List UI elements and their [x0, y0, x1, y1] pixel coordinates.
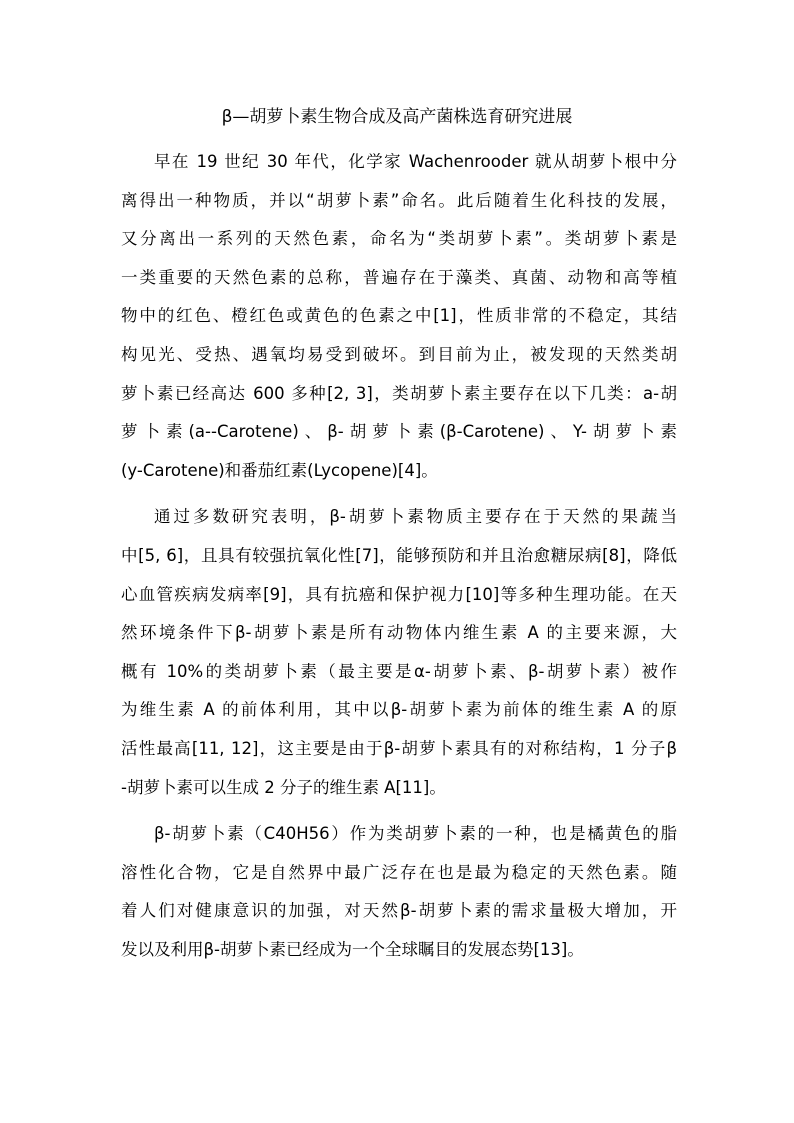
text-line: 萝卜素(a--Carotene)、β-胡萝卜素(β-Carotene)、Y-胡萝卜素 [121, 422, 677, 442]
paragraph-gap [121, 811, 677, 819]
paragraph-gap [121, 494, 677, 502]
document-title: β—胡萝卜素生物合成及高产菌株选育研究进展 [221, 107, 573, 127]
text-line: 然环境条件下β-胡萝卜素是所有动物体内维生素 A 的主要来源，大 [121, 623, 677, 643]
text-line: 概有 10%的类胡萝卜素（最主要是α-胡萝卜素、β-胡萝卜素）被作 [121, 661, 677, 681]
text-line: 着人们对健康意识的加强，对天然β-胡萝卜素的需求量极大增加，开 [121, 901, 677, 921]
document-body [121, 147, 677, 973]
text-line: 又分离出一系列的天然色素，命名为“类胡萝卜素”。类胡萝卜素是 [121, 229, 677, 249]
text-line: -胡萝卜素可以生成 2 分子的维生素 A[11]。 [121, 777, 446, 797]
text-line: 发以及利用β-胡萝卜素已经成为一个全球瞩目的发展态势[13]。 [121, 939, 584, 959]
text-line: 中[5, 6]，且具有较强抗氧化性[7]，能够预防和并且治愈糖尿病[8]，降低 [121, 545, 677, 565]
text-line: 活性最高[11, 12]，这主要是由于β-胡萝卜素具有的对称结构，1 分子β [121, 738, 677, 758]
text-line: 萝卜素已经高达 600 多种[2, 3]，类胡萝卜素主要存在以下几类：a-胡 [121, 383, 677, 403]
text-line: 物中的红色、橙红色或黄色的色素之中[1]，性质非常的不稳定，其结 [121, 306, 677, 326]
text-line: 构见光、受热、遇氧均易受到破坏。到目前为止，被发现的天然类胡 [121, 344, 677, 364]
paragraph-3 [121, 819, 677, 973]
text-line: 溶性化合物，它是自然界中最广泛存在也是最为稳定的天然色素。随 [121, 862, 677, 882]
text-line: (y-Carotene)和番茄红素(Lycopene)[4]。 [121, 460, 438, 480]
text-line: β-胡萝卜素（C40H56）作为类胡萝卜素的一种，也是橘黄色的脂 [154, 824, 677, 844]
text-line: 为维生素 A 的前体利用，其中以β-胡萝卜素为前体的维生素 A 的原 [121, 700, 677, 720]
text-line: 通过多数研究表明，β-胡萝卜素物质主要存在于天然的果蔬当 [154, 507, 677, 527]
paragraph-1 [121, 147, 677, 494]
text-line: 离得出一种物质，并以“胡萝卜素”命名。此后随着生化科技的发展， [121, 190, 677, 210]
paragraph-2 [121, 502, 677, 811]
text-line: 心血管疾病发病率[9]，具有抗癌和保护视力[10]等多种生理功能。在天 [121, 584, 677, 604]
text-line: 一类重要的天然色素的总称，普遍存在于藻类、真菌、动物和高等植 [121, 267, 677, 287]
text-line: 早在 19 世纪 30 年代，化学家 Wachenrooder 就从胡萝卜根中分 [154, 152, 677, 171]
